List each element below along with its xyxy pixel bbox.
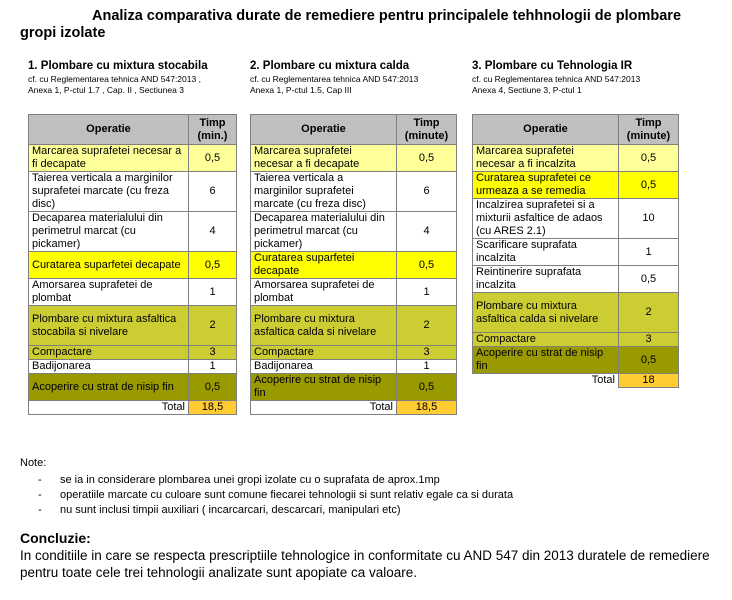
table-row	[29, 360, 237, 374]
time-cell: 3	[397, 346, 457, 360]
time-cell: 2	[189, 306, 237, 346]
title-line-1: Analiza comparativa durate de remediere pentru principalele tehhnologii de plombare	[92, 8, 682, 24]
operation-cell: Badijonarea	[251, 360, 397, 374]
column-ref-line-2: Anexa 4, Sectiune 3, P-ctul 1	[472, 85, 582, 95]
total-label: Total	[473, 374, 619, 388]
conclusion-section	[20, 530, 720, 581]
header-operatie: Operatie	[29, 115, 189, 145]
time-cell: 6	[189, 172, 237, 212]
operation-cell: Curatarea suprafetei ce urmeaza a se remedia	[473, 172, 619, 199]
total-label: Total	[251, 401, 397, 415]
time-cell: 1	[397, 360, 457, 374]
note-list	[20, 473, 513, 518]
operation-cell: Acoperire cu strat de nisip fin	[29, 374, 189, 401]
total-row	[29, 401, 237, 415]
table-row	[29, 306, 237, 346]
total-row	[251, 401, 457, 415]
operation-cell: Acoperire cu strat de nisip fin	[473, 347, 619, 374]
header-timp-line-2: (minute)	[404, 129, 449, 142]
table-header-row	[251, 115, 457, 145]
time-cell: 0,5	[619, 172, 679, 199]
operation-cell: Plombare cu mixtura asfaltica calda si nivelare	[251, 306, 397, 346]
table-row	[29, 374, 237, 401]
table-row	[251, 145, 457, 172]
operation-cell: Decaparea materialului din perimetrul marcat (cu pickamer)	[29, 212, 189, 252]
time-cell: 3	[189, 346, 237, 360]
header-timp-line-2: (min.)	[197, 129, 228, 142]
operation-cell: Scarificare suprafata incalzita	[473, 239, 619, 266]
time-cell: 6	[397, 172, 457, 212]
note-item-text: se ia in considerare plombarea unei gropi izolate cu o suprafata de aprox.1mp	[60, 474, 440, 486]
title-line-2: gropi izolate	[20, 25, 106, 41]
time-cell: 0,5	[189, 252, 237, 279]
table-row	[251, 306, 457, 346]
table-row	[29, 172, 237, 212]
column-ref-line-2: Anexa 1, P-ctul 1.7 , Cap. II , Sectiunea 3	[28, 85, 184, 95]
table-header-row	[473, 115, 679, 145]
total-value: 18,5	[189, 401, 237, 415]
header-timp-line-2: (minute)	[626, 129, 671, 142]
conclusion-heading: Concluzie:	[20, 530, 91, 546]
time-cell: 1	[189, 279, 237, 306]
column-heading-calda	[250, 60, 418, 95]
table-row	[29, 252, 237, 279]
table-row	[251, 252, 457, 279]
time-cell: 0,5	[397, 252, 457, 279]
column-title: 2. Plombare cu mixtura calda	[250, 60, 410, 72]
table-row	[251, 360, 457, 374]
column-ref-line-2: Anexa 1, P-ctul 1.5, Cap III	[250, 85, 352, 95]
table-row	[473, 199, 679, 239]
column-title: 3. Plombare cu Tehnologia IR	[472, 60, 633, 72]
table-row	[29, 346, 237, 360]
note-section	[20, 456, 513, 518]
table-row	[251, 374, 457, 401]
operation-cell: Badijonarea	[29, 360, 189, 374]
operation-cell: Acoperire cu strat de nisip fin	[251, 374, 397, 401]
header-timp-line-1: Timp	[635, 116, 662, 129]
time-cell: 4	[397, 212, 457, 252]
page-title	[20, 8, 720, 42]
operation-cell: Curatarea suparfetei decapate	[251, 252, 397, 279]
note-bullet: -	[38, 489, 42, 501]
table-row	[473, 145, 679, 172]
operation-cell: Compactare	[473, 333, 619, 347]
operation-cell: Taierea verticala a marginilor suprafetei marcate (cu freza disc)	[29, 172, 189, 212]
table-row	[473, 266, 679, 293]
note-label: Note:	[20, 457, 47, 469]
total-value: 18	[619, 374, 679, 388]
time-cell: 10	[619, 199, 679, 239]
table-row	[251, 279, 457, 306]
note-bullet: -	[38, 504, 42, 516]
table-row	[251, 212, 457, 252]
note-bullet: -	[38, 474, 42, 486]
operation-cell: Marcarea suprafetei necesar a fi decapate	[29, 145, 189, 172]
column-heading-ir	[472, 60, 640, 95]
time-cell: 2	[397, 306, 457, 346]
operation-cell: Plombare cu mixtura asfaltica calda si nivelare	[473, 293, 619, 333]
operation-cell: Incalzirea suprafetei si a mixturii asfaltice de adaos (cu ARES 2.1)	[473, 199, 619, 239]
total-label: Total	[29, 401, 189, 415]
table-calda	[250, 114, 457, 415]
time-cell: 0,5	[397, 374, 457, 401]
note-item	[20, 503, 513, 518]
table-row	[29, 212, 237, 252]
time-cell: 0,5	[619, 347, 679, 374]
time-cell: 1	[189, 360, 237, 374]
time-cell: 4	[189, 212, 237, 252]
time-cell: 0,5	[189, 145, 237, 172]
column-ref-line-1: cf. cu Reglementarea tehnica AND 547:2013	[472, 74, 641, 84]
time-cell: 0,5	[397, 145, 457, 172]
table-row	[473, 239, 679, 266]
column-title: 1. Plombare cu mixtura stocabila	[28, 60, 208, 72]
table-row	[29, 145, 237, 172]
operation-cell: Compactare	[251, 346, 397, 360]
operation-cell: Marcarea suprafetei necesar a fi incalzita	[473, 145, 619, 172]
note-item-text: nu sunt inclusi timpii auxiliari ( incarcarcari, descarcari, manipulari etc)	[60, 504, 401, 516]
operation-cell: Decaparea materialului din perimetrul marcat (cu pickamer)	[251, 212, 397, 252]
operation-cell: Reintinerire suprafata incalzita	[473, 266, 619, 293]
header-timp-line-1: Timp	[413, 116, 440, 129]
table-ir	[472, 114, 679, 388]
table-header-row	[29, 115, 237, 145]
time-cell: 1	[397, 279, 457, 306]
total-value: 18,5	[397, 401, 457, 415]
table-row	[473, 347, 679, 374]
note-item-text: operatiile marcate cu culoare sunt comune fiecarei tehnologii si sunt relativ egale ca si durata	[60, 489, 514, 501]
table-stocabila	[28, 114, 237, 415]
header-timp	[189, 115, 237, 145]
column-ref-line-1: cf. cu Reglementarea tehnica AND 547:2013	[250, 74, 419, 84]
total-row	[473, 374, 679, 388]
table-row	[473, 293, 679, 333]
operation-cell: Amorsarea suprafetei de plombat	[29, 279, 189, 306]
operation-cell: Taierea verticala a marginilor suprafetei marcate (cu freza disc)	[251, 172, 397, 212]
table-row	[251, 346, 457, 360]
header-timp	[397, 115, 457, 145]
time-cell: 3	[619, 333, 679, 347]
time-cell: 0,5	[619, 145, 679, 172]
time-cell: 0,5	[189, 374, 237, 401]
header-timp-line-1: Timp	[199, 116, 226, 129]
column-ref-line-1: cf. cu Reglementarea tehnica AND 547:2013 ,	[28, 74, 201, 84]
operation-cell: Amorsarea suprafetei de plombat	[251, 279, 397, 306]
header-operatie: Operatie	[251, 115, 397, 145]
column-heading-stocabila	[28, 60, 208, 95]
table-row	[29, 279, 237, 306]
conclusion-text: In conditiile in care se respecta prescriptiile tehnologice in conformitate cu AND 547 din 2013 duratele de remediere pentru toate cele trei tehnologii analizate sunt apopiate ca valoare.	[20, 548, 710, 580]
operation-cell: Marcarea suprafetei necesar a fi decapate	[251, 145, 397, 172]
table-row	[473, 172, 679, 199]
operation-cell: Curatarea suparfetei decapate	[29, 252, 189, 279]
table-row	[473, 333, 679, 347]
operation-cell: Plombare cu mixtura asfaltica stocabila si nivelare	[29, 306, 189, 346]
time-cell: 1	[619, 239, 679, 266]
header-timp	[619, 115, 679, 145]
note-item	[20, 488, 513, 503]
header-operatie: Operatie	[473, 115, 619, 145]
table-row	[251, 172, 457, 212]
operation-cell: Compactare	[29, 346, 189, 360]
time-cell: 2	[619, 293, 679, 333]
note-item	[20, 473, 513, 488]
time-cell: 0,5	[619, 266, 679, 293]
